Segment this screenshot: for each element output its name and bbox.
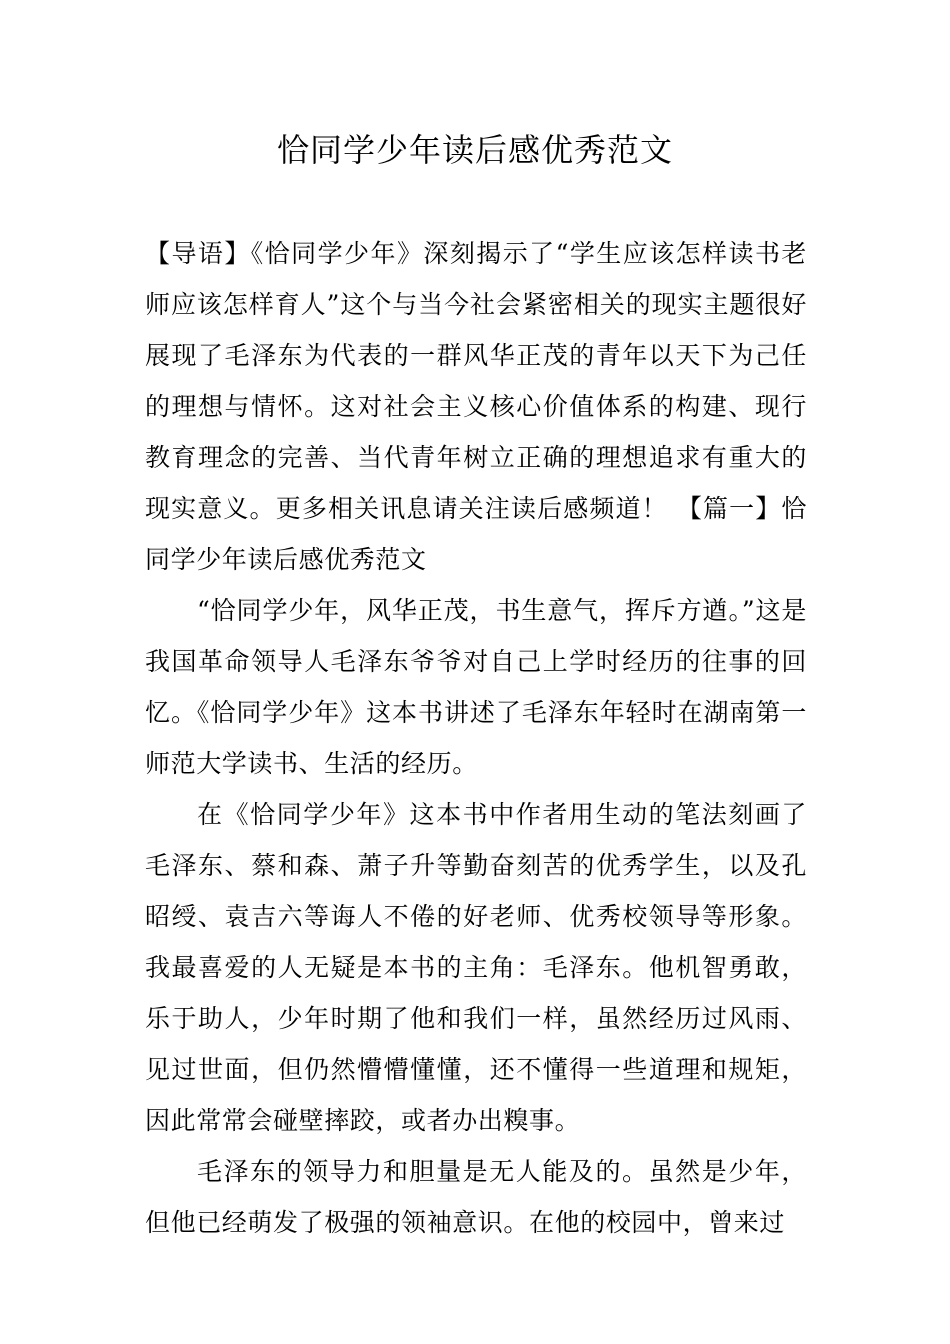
body-paragraph-2: 在《恰同学少年》这本书中作者用生动的笔法刻画了毛泽东、蔡和森、萧子升等勤奋刻苦的优秀学生，以及孔昭绶、袁吉六等诲人不倦的好老师、优秀校领导等形象。我最喜爱的人无疑是本书的主角：毛泽东。他机智勇敢，乐于助人，少年时期了他和我们一样，虽然经历过风雨、见过世面，但仍然懵懵懂懂，还不懂得一些道理和规矩，因此常常会碰壁摔跤，或者办出糗事。 <box>145 800 807 1135</box>
document-title: 恰同学少年读后感优秀范文 <box>276 131 673 169</box>
body-paragraph-1: “恰同学少年，风华正茂，书生意气，挥斥方遒。”这是我国革命领导人毛泽东爷爷对自己上学时经历的往事的回忆。《恰同学少年》这本书讲述了毛泽东年轻时在湖南第一师范大学读书、生活的经历。 <box>145 596 807 778</box>
body-paragraph-3: 毛泽东的领导力和胆量是无人能及的。虽然是少年，但他已经萌发了极强的领袖意识。在他的校园中，曾来过 <box>145 1157 807 1237</box>
document-body <box>145 228 807 1248</box>
intro-paragraph: 【导语】《恰同学少年》深刻揭示了“学生应该怎样读书老师应该怎样育人”这个与当今社会紧密相关的现实主题很好展现了毛泽东为代表的一群风华正茂的青年以天下为己任的理想与情怀。这对社会主义核心价值体系的构建、现行教育理念的完善、当代青年树立正确的理想追求有重大的现实意义。更多相关讯息请关注读后感频道！ 【篇一】恰同学少年读后感优秀范文 <box>145 239 807 574</box>
